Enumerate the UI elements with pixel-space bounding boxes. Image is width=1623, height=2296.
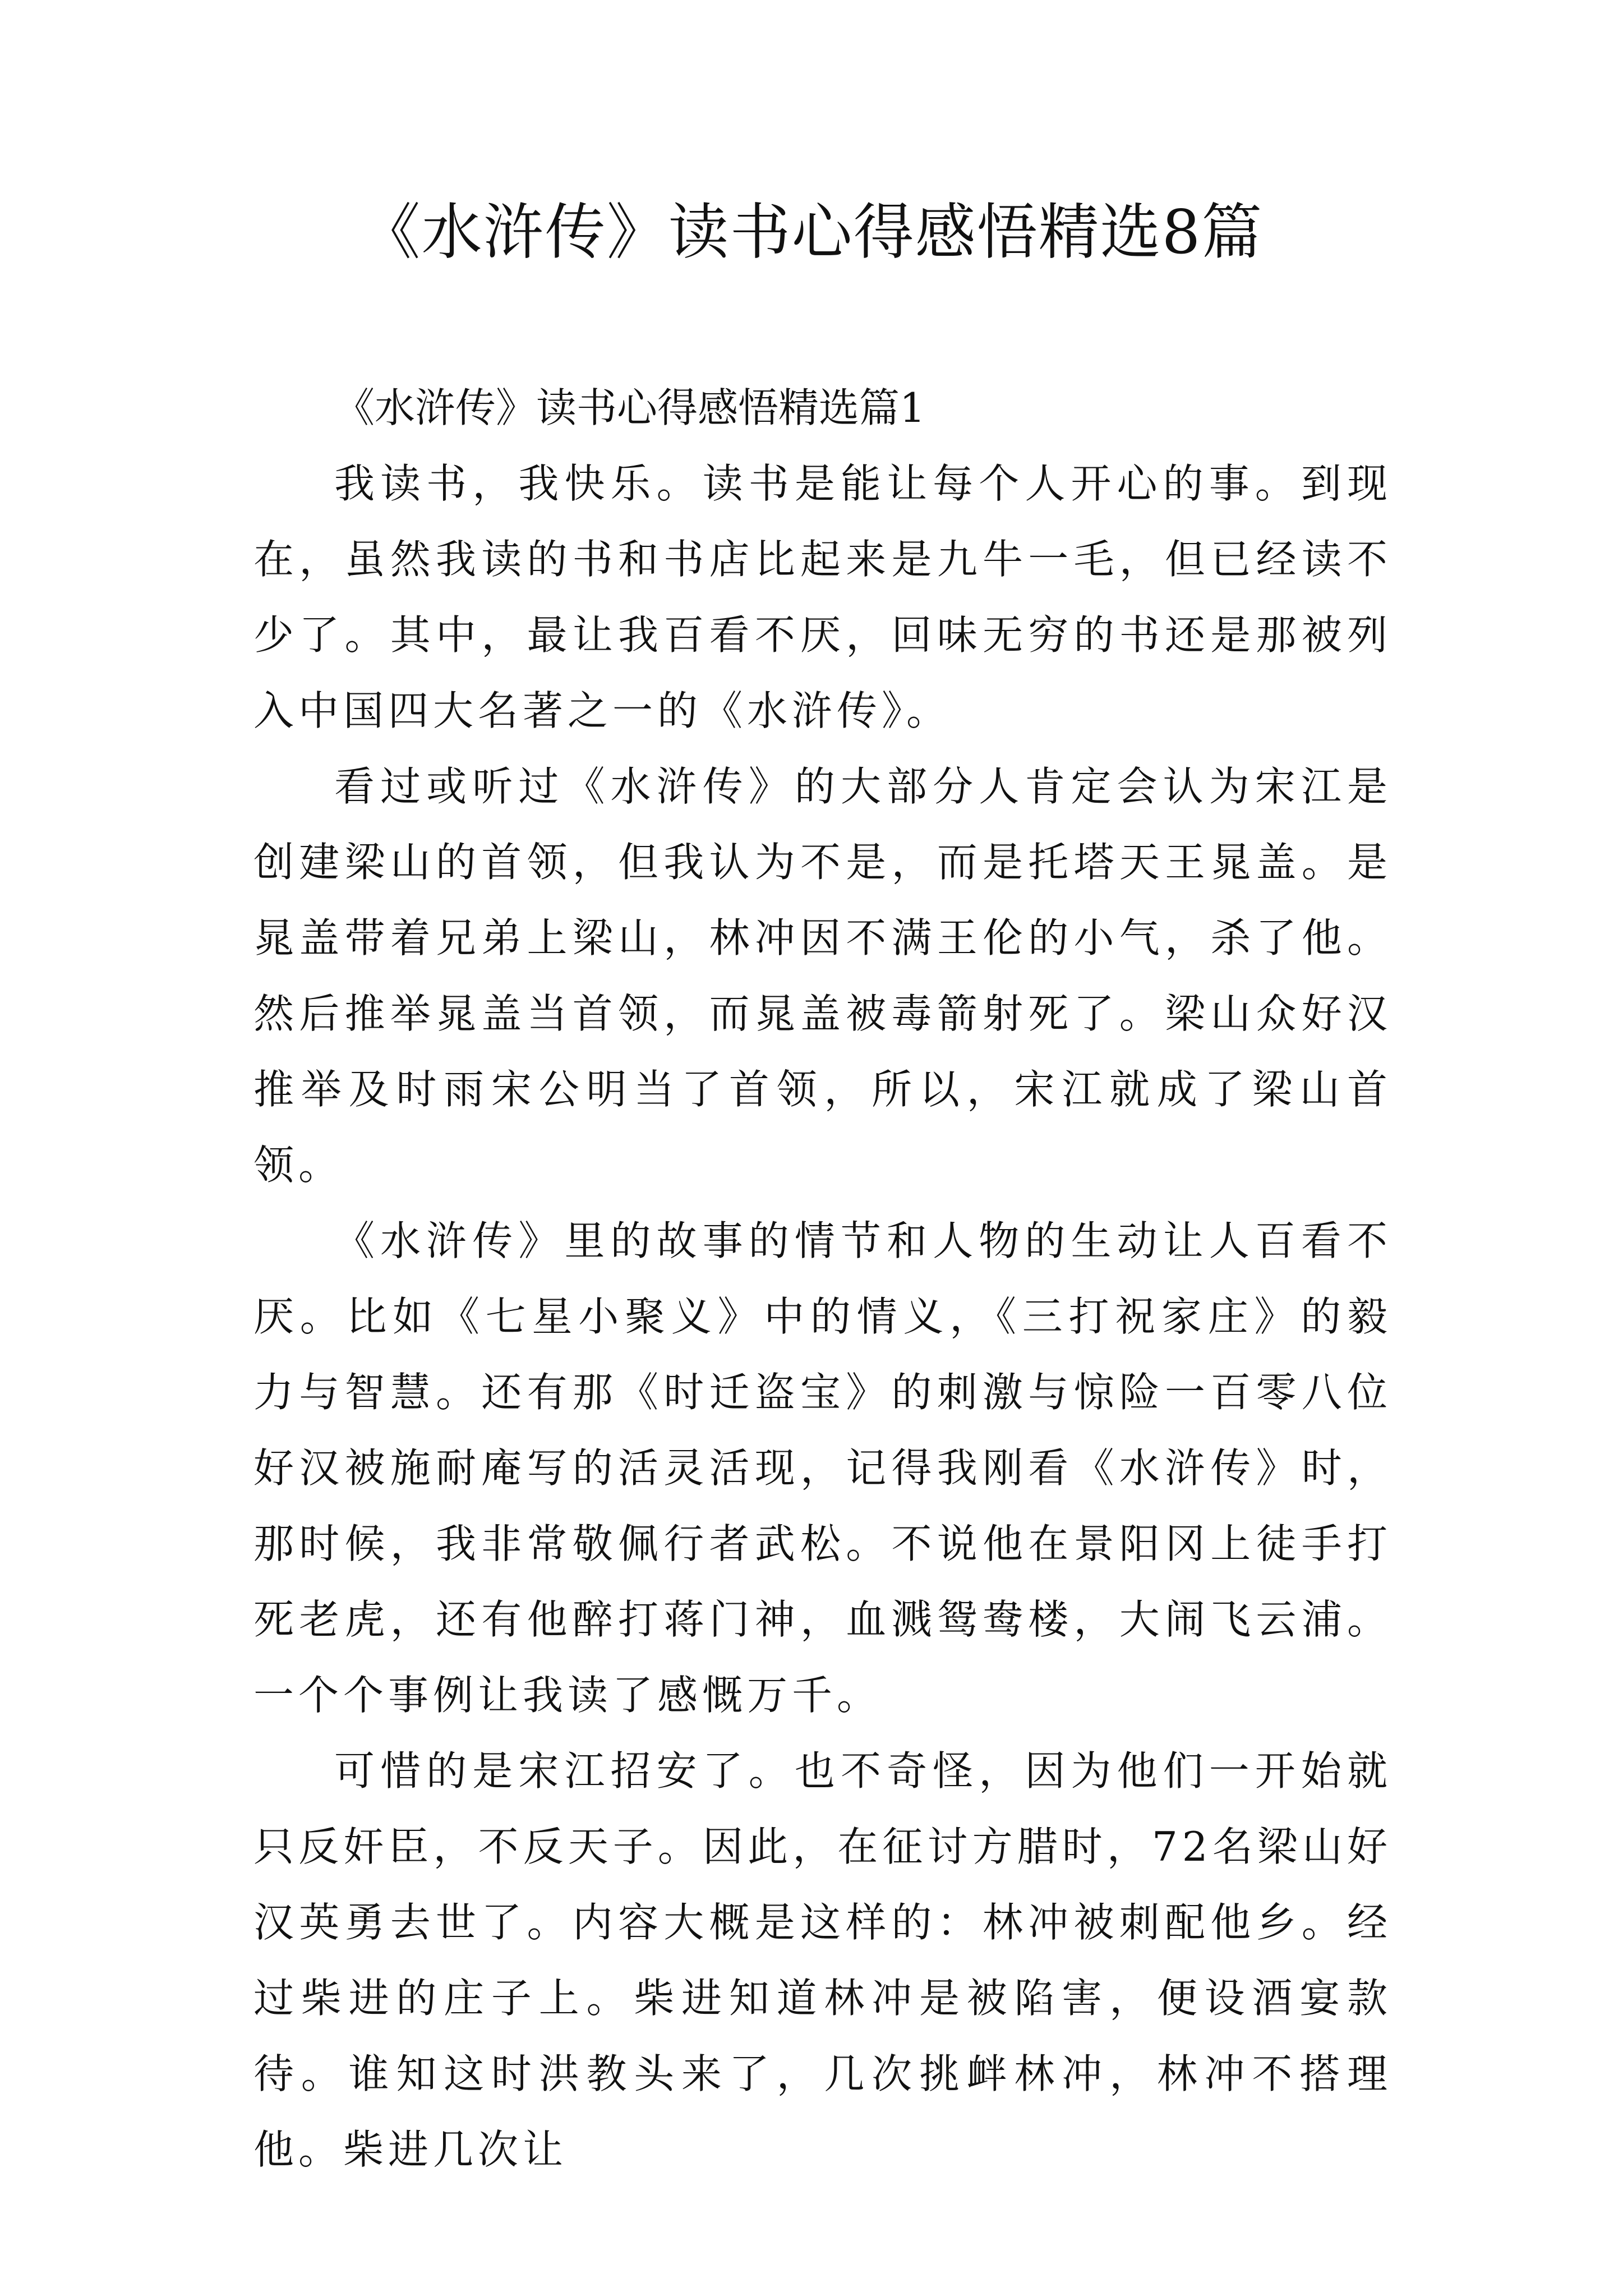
paragraph-2: 看过或听过《水浒传》的大部分人肯定会认为宋江是创建梁山的首领，但我认为不是，而是托塔天王晁盖。是晁盖带着兄弟上梁山，林冲因不满王伦的小气，杀了他。然后推举晁盖当首领，而晁盖被毒箭射死了。梁山众好汉推举及时雨宋公明当了首领，所以，宋江就成了梁山首领。 <box>253 763 1392 1189</box>
paragraph-3: 《水浒传》里的故事的情节和人物的生动让人百看不厌。比如《七星小聚义》中的情义，《三打祝家庄》的毅力与智慧。还有那《时迁盗宝》的刺激与惊险一百零八位好汉被施耐庵写的活灵活现，记得我刚看《水浒传》时，那时候，我非常敬佩行者武松。不说他在景阳冈上徒手打死老虎，还有他醉打蒋门神，血溅鸳鸯楼，大闹飞云浦。一个个事例让我读了感慨万千。 <box>253 1217 1392 1719</box>
document-title: 《水浒传》读书心得感悟精选8篇 <box>359 197 1264 268</box>
section-heading: 《水浒传》读书心得感悟精选篇1 <box>334 384 925 431</box>
document-body <box>253 370 1392 2188</box>
paragraph-1: 我读书，我快乐。读书是能让每个人开心的事。到现在，虽然我读的书和书店比起来是九牛一毛，但已经读不少了。其中，最让我百看不厌，回味无穷的书还是那被列入中国四大名著之一的《水浒传》。 <box>253 460 1392 734</box>
paragraph-4: 可惜的是宋江招安了。也不奇怪，因为他们一开始就只反奸臣，不反天子。因此，在征讨方腊时，72名梁山好汉英勇去世了。内容大概是这样的：林冲被刺配他乡。经过柴进的庄子上。柴进知道林冲是被陷害，便设酒宴款待。谁知这时洪教头来了，几次挑衅林冲，林冲不搭理他。柴进几次让 <box>253 1747 1392 2173</box>
